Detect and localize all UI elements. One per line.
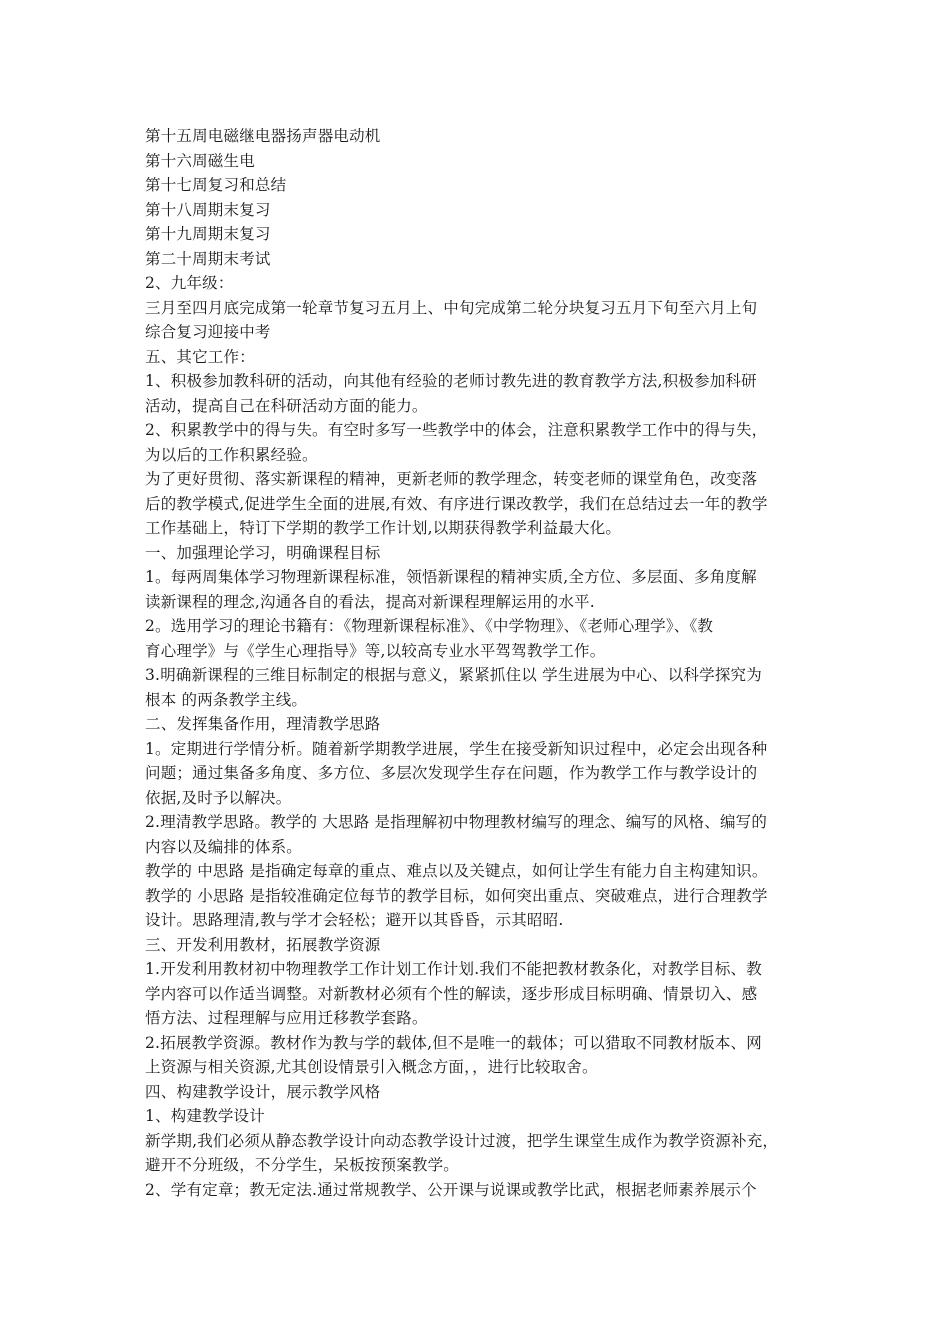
text-line: 教学的 中思路 是指确定每章的重点、难点以及关键点，如何让学生有能力自主构建知识。 xyxy=(145,862,768,880)
text-line: 2、积累教学中的得与失。有空时多写一些教学中的体会，注意积累教学工作中的得与失， xyxy=(145,421,768,439)
text-line: 活动，提高自己在科研活动方面的能力。 xyxy=(145,396,428,415)
text-line: 读新课程的理念,沟通各自的看法，提高对新课程理解运用的水平. xyxy=(145,592,595,611)
text-line: 2、学有定章；教无定法.通过常规教学、公开课与说课或教学比武，根据老师素养展示个 xyxy=(145,1180,757,1199)
text-line: 综合复习迎接中考 xyxy=(145,323,271,341)
text-line: 为了更好贯彻、落实新课程的精神，更新老师的教学理念，转变老师的课堂角色，改变落 xyxy=(145,470,758,488)
text-line: 四、构建教学设计，展示教学风格 xyxy=(145,1082,381,1101)
document-body xyxy=(145,124,810,1202)
text-line: 1、积极参加教科研的活动，向其他有经验的老师讨教先进的教育教学方法,积极参加科研 xyxy=(145,372,757,390)
text-line: 五、其它工作： xyxy=(145,347,255,366)
text-line: 3.明确新课程的三维目标制定的根据与意义，紧紧抓住以 学生进展为中心、以科学探究为 xyxy=(145,666,762,684)
text-line: 学内容可以作适当调整。对新教材必须有个性的解读，逐步形成目标明确、情景切入、感 xyxy=(145,984,758,1003)
text-line: 育心理学》与《学生心理指导》等,以较高专业水平驾驾教学工作。 xyxy=(145,641,606,660)
text-line: 后的教学模式,促进学生全面的进展,有效、有序进行课改教学，我们在总结过去一年的教学 xyxy=(145,494,768,513)
text-line: 为以后的工作积累经验。 xyxy=(145,445,318,464)
text-line: 第十五周电磁继电器扬声器电动机 xyxy=(145,127,381,145)
text-line: 工作基础上，特订下学期的教学工作计划,以期获得教学利益最大化。 xyxy=(145,519,622,537)
text-line: 三、开发利用教材，拓展教学资源 xyxy=(145,935,381,954)
text-line: 第二十周期末考试 xyxy=(145,249,271,268)
text-line: 第十六周磁生电 xyxy=(145,151,255,170)
text-line: 1.开发利用教材初中物理教学工作计划工作计划.我们不能把教材教条化，对教学目标、教 xyxy=(145,960,762,978)
text-line: 1、构建教学设计 xyxy=(145,1107,265,1125)
text-line: 设计。思路理清,教与学才会轻松；避开以其昏昏，示其昭昭. xyxy=(145,911,564,929)
text-line: 2.理清教学思路。教学的 大思路 是指理解初中物理教材编写的理念、编写的风格、编写的 xyxy=(145,813,768,831)
text-line: 新学期,我们必须从静态教学设计向动态教学设计过渡，把学生课堂生成作为教学资源补充， xyxy=(145,1131,779,1150)
text-line: 第十九周期末复习 xyxy=(145,225,271,243)
text-line: 2.拓展教学资源。教材作为教与学的载体,但不是唯一的载体；可以猎取不同教材版本、网 xyxy=(145,1033,762,1052)
text-line: 悟方法、过程理解与应用迁移教学套路。 xyxy=(145,1009,428,1027)
text-line: 问题；通过集备多角度、多方位、多层次发现学生存在问题，作为教学工作与教学设计的 xyxy=(145,764,758,782)
text-line: 2。选用学习的理论书籍有：《物理新课程标准》、《中学物理》、《老师心理学》、《教 xyxy=(145,617,714,635)
text-line: 二、发挥集备作用，理清教学思路 xyxy=(145,715,381,733)
text-line: 依据,及时予以解决。 xyxy=(145,788,292,807)
text-line: 上资源与相关资源,尤其创设情景引入概念方面，，进行比较取舍。 xyxy=(145,1058,598,1076)
text-line: 第十七周复习和总结 xyxy=(145,176,287,194)
text-line: 一、加强理论学习，明确课程目标 xyxy=(145,543,381,562)
text-line: 教学的 小思路 是指较准确定位每节的教学目标，如何突出重点、突破难点，进行合理教学 xyxy=(145,886,768,905)
text-line: 根本 的两条教学主线。 xyxy=(145,690,308,709)
text-line: 三月至四月底完成第一轮章节复习五月上、中旬完成第二轮分块复习五月下旬至六月上旬 xyxy=(145,298,758,317)
text-line: 1。定期进行学情分析。随着新学期教学进展，学生在接受新知识过程中，必定会出现各种 xyxy=(145,739,768,758)
text-line: 1。每两周集体学习物理新课程标准，领悟新课程的精神实质,全方位、多层面、多角度解 xyxy=(145,568,757,586)
text-line: 第十八周期末复习 xyxy=(145,200,271,219)
text-line: 避开不分班级，不分学生，呆板按预案教学。 xyxy=(145,1156,460,1174)
text-line: 2、九年级： xyxy=(145,274,234,292)
text-line: 内容以及编排的体系。 xyxy=(145,837,303,856)
